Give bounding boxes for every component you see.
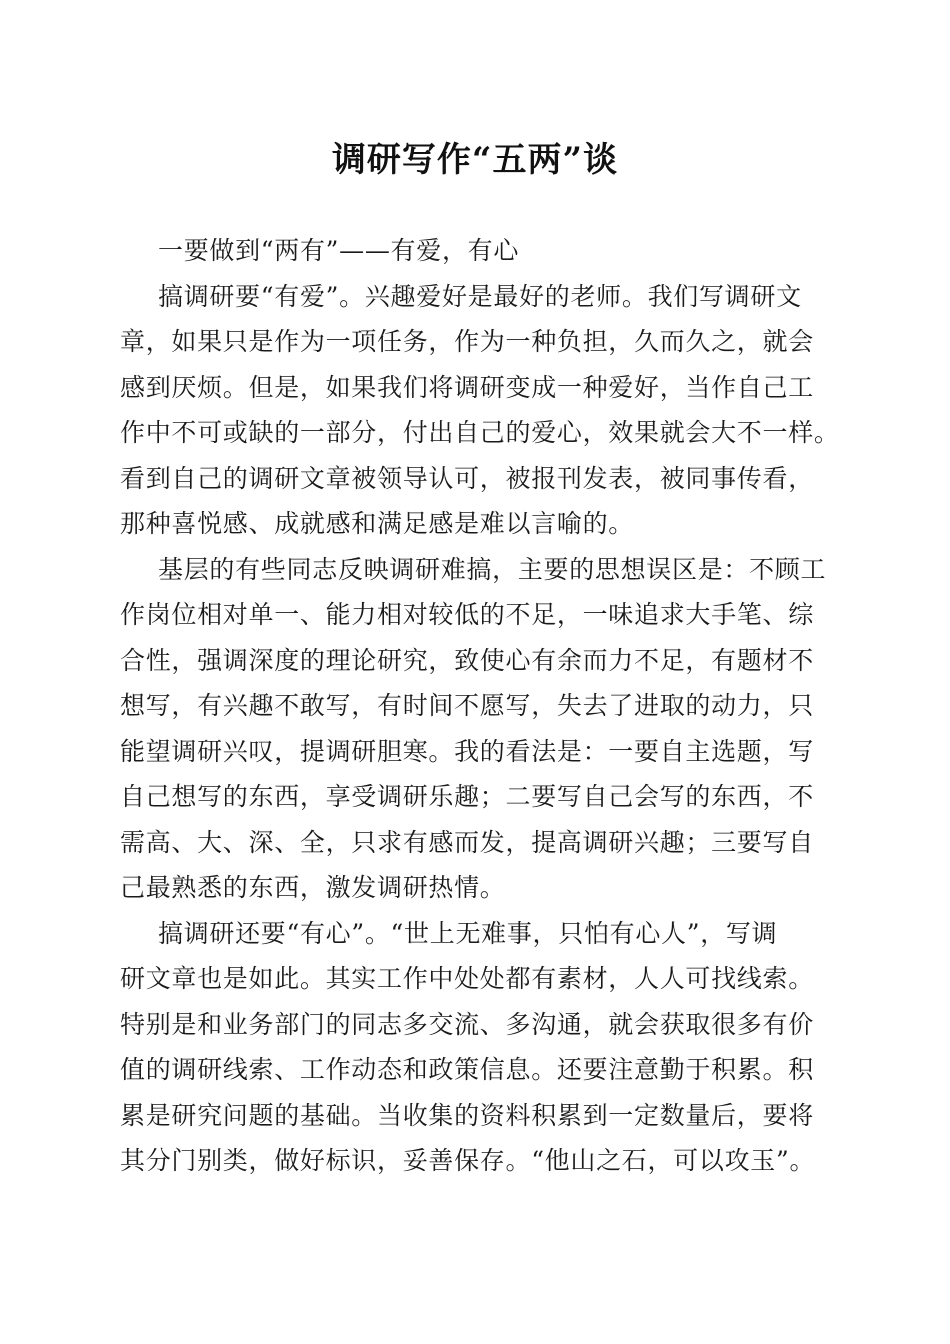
text-line: 基层的有些同志反映调研难搞，主要的思想误区是：不顾工: [158, 554, 827, 584]
text-line: 自己想写的东西，享受调研乐趣；二要写自己会写的东西，不: [120, 782, 814, 811]
text-line: 想写，有兴趣不敢写，有时间不愿写，失去了进取的动力，只: [120, 691, 814, 720]
text-line: 需高、大、深、全，只求有感而发，提高调研兴趣；三要写自: [120, 827, 814, 857]
section-heading: 一要做到“两有”——有爱，有心: [158, 236, 520, 265]
text-line: 看到自己的调研文章被领导认可，被报刊发表，被同事传看，: [120, 463, 814, 493]
text-line: 作岗位相对单一、能力相对较低的不足，一味追求大手笔、综: [120, 600, 814, 629]
text-line: 研文章也是如此。其实工作中处处都有素材，人人可找线索。: [120, 964, 814, 993]
text-line: 感到厌烦。但是，如果我们将调研变成一种爱好，当作自己工: [120, 372, 814, 402]
text-line: 能望调研兴叹，提调研胆寒。我的看法是：一要自主选题，写: [120, 736, 814, 766]
text-line: 章，如果只是作为一项任务，作为一种负担，久而久之，就会: [120, 327, 814, 356]
document-body: [120, 228, 838, 1184]
text-line: 搞调研要“有爱”。兴趣爱好是最好的老师。我们写调研文: [158, 281, 802, 311]
text-line: 值的调研线索、工作动态和政策信息。还要注意勤于积累。积: [120, 1055, 814, 1084]
text-line: 己最熟悉的东西，激发调研热情。: [120, 873, 506, 902]
text-line: 累是研究问题的基础。当收集的资料积累到一定数量后，要将: [120, 1100, 814, 1130]
text-line: 作中不可或缺的一部分，付出自己的爱心，效果就会大不一样。: [120, 418, 840, 447]
text-line: 搞调研还要“有心”。“世上无难事，只怕有心人”，写调: [158, 918, 778, 948]
text-line: 那种喜悦感、成就感和满足感是难以言喻的。: [120, 509, 635, 538]
text-line: 特别是和业务部门的同志多交流、多沟通，就会获取很多有价: [120, 1009, 814, 1039]
text-line: 其分门别类，做好标识，妥善保存。“他山之石，可以攻玉”。: [120, 1146, 816, 1175]
document-title: 调研写作“五两”谈: [331, 140, 619, 180]
text-line: 合性，强调深度的理论研究，致使心有余而力不足，有题材不: [120, 645, 814, 675]
